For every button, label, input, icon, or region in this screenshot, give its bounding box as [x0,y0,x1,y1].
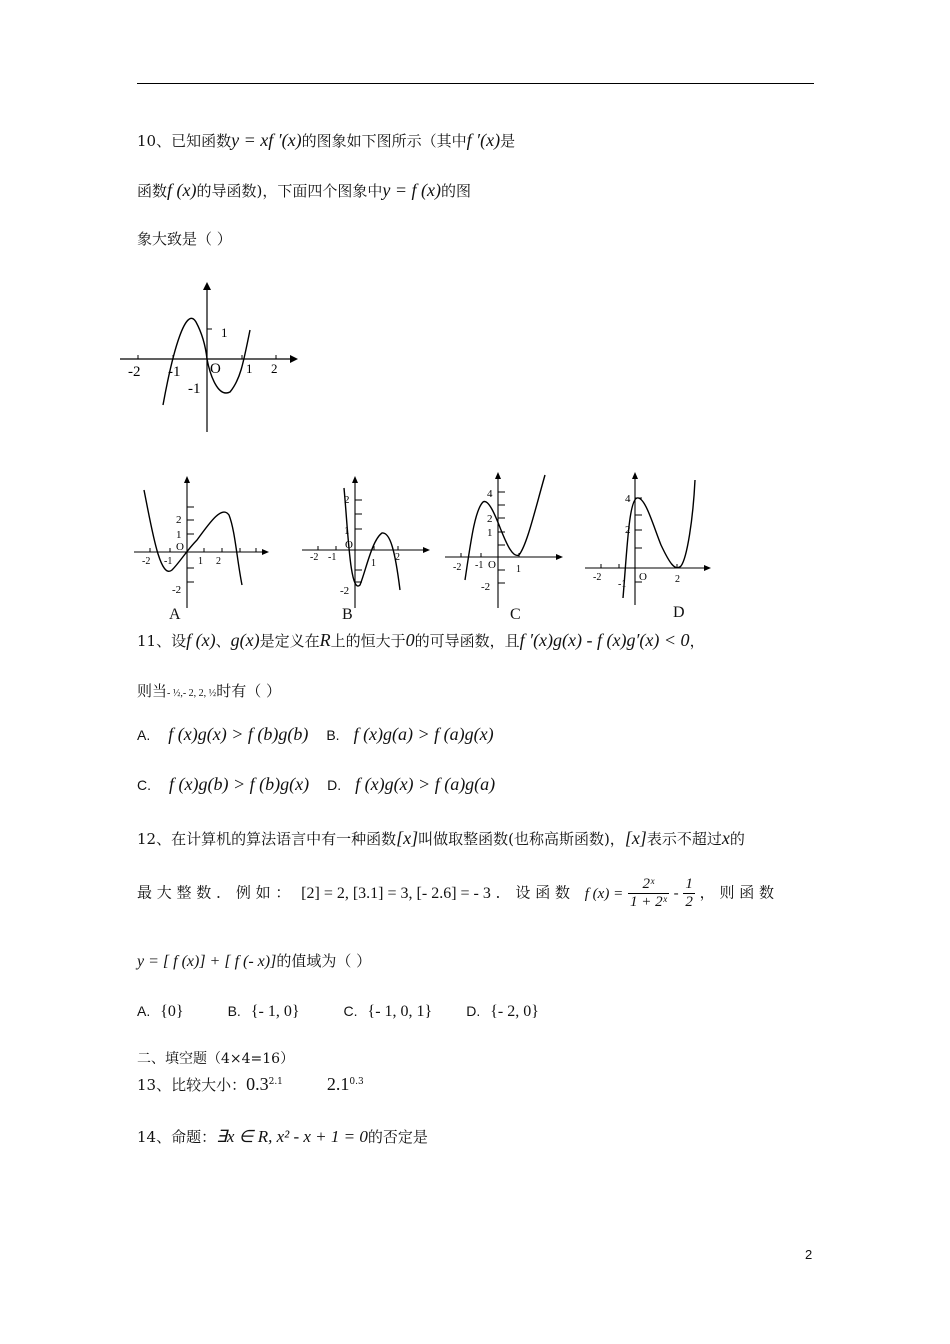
q10-line1: 10、已知函数y = xf ′(x)的图象如下图所示（其中f ′(x)是 [137,130,516,150]
q12-line3: y = [ f (x)] + [ f (- x)]的值域为（ ） [137,952,372,970]
main-ytick-neg1: -1 [188,381,201,397]
a-ytick-1: 1 [176,529,182,541]
c-ytick-1: 1 [487,527,493,539]
c-ytick-neg2: -2 [481,581,491,593]
b-xtick-neg1: -1 [328,552,337,563]
section2-title: 二、填空题（4×4=16） [137,1051,295,1067]
main-origin: O [210,361,221,377]
a-xtick-neg2: -2 [142,556,151,567]
a-origin: O [176,541,184,553]
choice-d-graph [583,470,718,610]
choice-c-label: C [510,606,521,623]
choice-b-graph [300,470,435,610]
q12-option-d[interactable]: {- 2, 0} [490,1003,539,1020]
q12-option-b[interactable]: {- 1, 0} [250,1003,300,1020]
header-rule [137,83,814,84]
a-ytick-neg2: -2 [172,584,182,596]
b-origin: O [345,539,353,551]
choice-c-graph [443,470,568,610]
d-origin: O [639,571,647,583]
main-ytick-1: 1 [221,325,228,340]
b-ytick-1: 1 [344,525,350,537]
d-ytick-2: 2 [625,524,631,536]
c-xtick-1: 1 [516,564,521,575]
q12-options: A. {0} B. {- 1, 0} C. {- 1, 0, 1} D. {- 2, 0} [137,1003,539,1020]
d-xtick-2: 2 [675,574,680,585]
choice-b-label: B [342,606,353,623]
c-ytick-4: 4 [487,488,493,500]
c-xtick-neg2: -2 [453,562,462,573]
q11-options-cd: C. f (x)g(b) > f (b)g(x) D. f (x)g(x) > f (a)g(a) [137,774,496,794]
b-ytick-2: 2 [344,494,350,506]
q11-line2: 则当- ½,- 2, 2, ½时有（ ） [137,682,281,700]
c-origin: O [488,559,496,571]
b-xtick-2: 2 [395,552,400,563]
q14-line: 14、命题：∃x ∈ R, x² - x + 1 = 0的否定是 [137,1127,428,1146]
choice-d-label: D [673,604,685,621]
q11-option-a[interactable]: f (x)g(x) > f (b)g(b) [168,724,309,744]
q12-line2: 最 大 整 数 ． 例 如 ： [2] = 2, [3.1] = 3, [- 2.6] = - 3 ． 设 函 数 f (x) = $\frac{\text{2ˣ}}{\text{1 + 2ˣ}}$ - $\frac{1}{2}$ ， 则 函 数 [137,876,774,910]
a-ytick-2: 2 [176,514,182,526]
choice-a-label: A [169,606,181,623]
q11-line1: 11、设f (x)、g(x)是定义在R上的恒大于0的可导函数，且f ′(x)g(x) - f (x)g′(x) < 0， [137,630,705,650]
main-xtick-1: 1 [246,361,253,376]
q12-line1: 12、在计算机的算法语言中有一种函数[x]叫做取整函数(也称高斯函数)，[x]表示不超过x的 [137,828,745,848]
b-ytick-neg2: -2 [340,585,350,597]
b-xtick-1: 1 [371,558,376,569]
a-xtick-neg1: -1 [164,556,173,567]
main-xtick-2: 2 [271,361,278,376]
b-xtick-neg2: -2 [310,552,319,563]
c-xtick-neg1: -1 [475,560,484,571]
q11-option-d[interactable]: f (x)g(x) > f (a)g(a) [355,774,496,794]
d-ytick-4: 4 [625,493,631,505]
q13-line: 13、比较大小：$0.3^{2.1}$ $2.1^{0.3}$ [137,1074,364,1094]
q11-option-b[interactable]: f (x)g(a) > f (a)g(x) [353,724,494,744]
main-graph [118,280,303,435]
d-ytick-neg1: -1 [618,579,627,590]
a-xtick-1: 1 [198,556,203,567]
q11-options-ab: A. f (x)g(x) > f (b)g(b) B. f (x)g(a) > f (a)g(x) [137,724,494,744]
a-xtick-2: 2 [216,556,221,567]
main-xtick-neg1: -1 [168,364,181,380]
q12-option-a[interactable]: {0} [160,1003,184,1020]
q10-line3: 象大致是（ ） [137,230,232,248]
q11-option-c[interactable]: f (x)g(b) > f (b)g(x) [169,774,310,794]
d-xtick-neg2: -2 [593,572,602,583]
main-xtick-neg2: -2 [128,364,141,380]
c-ytick-2: 2 [487,513,493,525]
q12-option-c[interactable]: {- 1, 0, 1} [367,1003,433,1020]
page-number: 2 [805,1247,813,1262]
q10-line2: 函数f (x)的导函数)，下面四个图象中y = f (x)的图 [137,180,471,200]
choice-a-graph [132,470,272,610]
